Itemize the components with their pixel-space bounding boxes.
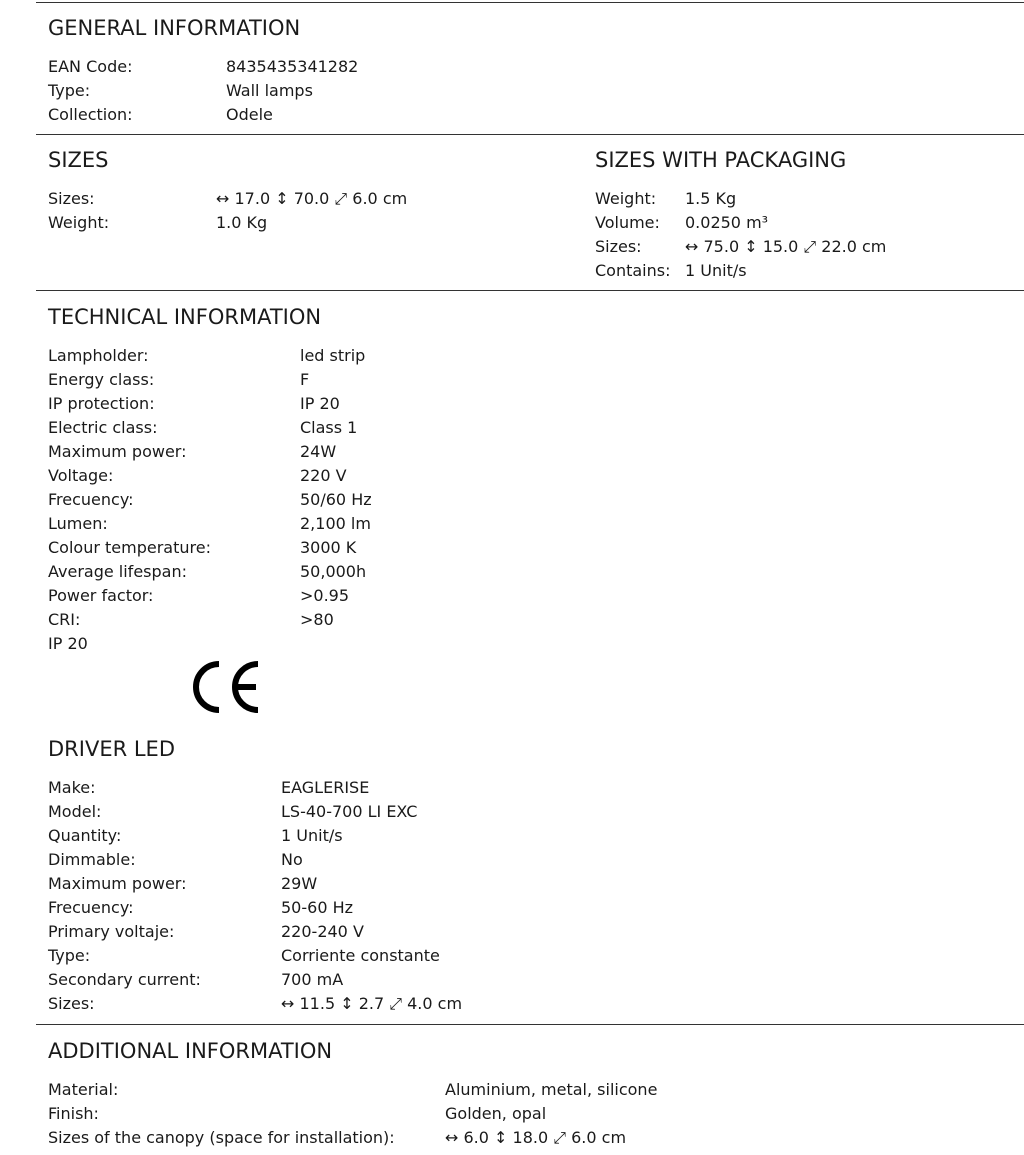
spec-row — [48, 584, 372, 608]
spec-row — [48, 392, 372, 416]
spec-value: 50/60 Hz — [300, 490, 372, 509]
spec-label: Maximum power: — [48, 874, 187, 893]
spec-label: Volume: — [595, 213, 660, 232]
spec-value: 50-60 Hz — [281, 898, 354, 917]
driver-led-section — [48, 736, 462, 1016]
spec-row — [48, 968, 462, 992]
spec-label: Type: — [48, 81, 91, 100]
spec-label: Energy class: — [48, 370, 155, 389]
spec-row — [48, 79, 358, 103]
ce-mark-icon — [192, 660, 262, 714]
spec-label: Maximum power: — [48, 442, 187, 461]
spec-label: Primary voltaje: — [48, 922, 175, 941]
spec-label: Frecuency: — [48, 490, 134, 509]
divider — [36, 1024, 1024, 1025]
spec-value: 3000 K — [300, 538, 357, 557]
spec-value: 8435435341282 — [226, 57, 359, 76]
spec-label: Electric class: — [48, 418, 158, 437]
spec-label: Lampholder: — [48, 346, 149, 365]
ip-note — [48, 632, 372, 656]
spec-label: IP protection: — [48, 394, 155, 413]
spec-row — [595, 235, 886, 259]
spec-row — [48, 824, 462, 848]
section-title: TECHNICAL INFORMATION — [48, 305, 322, 329]
spec-row — [48, 608, 372, 632]
spec-label: Model: — [48, 802, 102, 821]
spec-label: Type: — [48, 946, 91, 965]
spec-value: ↔ 17.0 ↕ 70.0 ⤢ 6.0 cm — [216, 189, 408, 208]
spec-label: Weight: — [48, 213, 110, 232]
spec-row — [48, 992, 462, 1016]
spec-label: Quantity: — [48, 826, 122, 845]
spec-label: Lumen: — [48, 514, 108, 533]
section-title: ADDITIONAL INFORMATION — [48, 1039, 333, 1063]
spec-label: Frecuency: — [48, 898, 134, 917]
spec-value: Class 1 — [300, 418, 358, 437]
spec-value: 1 Unit/s — [281, 826, 343, 845]
spec-value: ↔ 75.0 ↕ 15.0 ⤢ 22.0 cm — [685, 237, 887, 256]
spec-row — [48, 416, 372, 440]
spec-row — [48, 55, 358, 79]
spec-label: Sizes: — [48, 994, 95, 1013]
spec-row — [48, 560, 372, 584]
spec-value: Golden, opal — [445, 1104, 547, 1123]
divider — [36, 2, 1024, 3]
spec-row — [48, 512, 372, 536]
spec-value: 220-240 V — [281, 922, 364, 941]
spec-value: 1 Unit/s — [685, 261, 747, 280]
ip-note-text: IP 20 — [48, 634, 88, 653]
spec-row — [48, 187, 407, 211]
spec-row — [48, 896, 462, 920]
spec-value: Wall lamps — [226, 81, 313, 100]
spec-row — [48, 1102, 657, 1126]
spec-value: >80 — [300, 610, 334, 629]
spec-label: Make: — [48, 778, 96, 797]
spec-value: Aluminium, metal, silicone — [445, 1080, 658, 1099]
section-title: DRIVER LED — [48, 737, 175, 761]
spec-value: LS-40-700 LI EXC — [281, 802, 418, 821]
spec-value: Odele — [226, 105, 273, 124]
spec-row — [595, 211, 886, 235]
spec-value: 1.0 Kg — [216, 213, 268, 232]
spec-row — [48, 103, 358, 127]
spec-value: Corriente constante — [281, 946, 440, 965]
technical-information-section — [48, 304, 372, 656]
spec-value: ↔ 11.5 ↕ 2.7 ⤢ 4.0 cm — [281, 994, 463, 1013]
spec-row — [48, 1078, 657, 1102]
spec-value: EAGLERISE — [281, 778, 370, 797]
spec-label: Power factor: — [48, 586, 154, 605]
spec-label: EAN Code: — [48, 57, 133, 76]
spec-value: 2,100 lm — [300, 514, 371, 533]
spec-row — [48, 488, 372, 512]
spec-row — [48, 211, 407, 235]
spec-label: Secondary current: — [48, 970, 201, 989]
spec-row — [48, 872, 462, 896]
spec-value: 50,000h — [300, 562, 367, 581]
general-information-section — [48, 15, 358, 127]
spec-value: F — [300, 370, 310, 389]
additional-information-section — [48, 1038, 657, 1150]
spec-label: Dimmable: — [48, 850, 136, 869]
spec-value: No — [281, 850, 303, 869]
spec-label: Material: — [48, 1080, 119, 1099]
section-title: SIZES — [48, 148, 109, 172]
spec-value: 700 mA — [281, 970, 344, 989]
spec-label: Sizes of the canopy (space for installation): — [48, 1128, 395, 1147]
spec-row — [48, 776, 462, 800]
section-title: SIZES WITH PACKAGING — [595, 148, 847, 172]
spec-row — [595, 259, 886, 283]
spec-row — [48, 944, 462, 968]
spec-row — [48, 920, 462, 944]
spec-value: 0.0250 m³ — [685, 213, 769, 232]
spec-label: Sizes: — [595, 237, 642, 256]
spec-value: 1.5 Kg — [685, 189, 737, 208]
sizes-section — [48, 147, 407, 235]
spec-label: Weight: — [595, 189, 657, 208]
spec-row — [48, 464, 372, 488]
spec-row — [48, 1126, 657, 1150]
spec-value: 220 V — [300, 466, 347, 485]
spec-label: Finish: — [48, 1104, 99, 1123]
spec-label: Voltage: — [48, 466, 114, 485]
divider — [36, 134, 1024, 135]
spec-row — [48, 800, 462, 824]
spec-label: Sizes: — [48, 189, 95, 208]
spec-value: IP 20 — [300, 394, 340, 413]
spec-value: 29W — [281, 874, 318, 893]
spec-row — [48, 440, 372, 464]
spec-value: led strip — [300, 346, 366, 365]
spec-row — [595, 187, 886, 211]
section-title: GENERAL INFORMATION — [48, 16, 301, 40]
spec-row — [48, 536, 372, 560]
spec-value: 24W — [300, 442, 337, 461]
spec-label: CRI: — [48, 610, 81, 629]
spec-value: ↔ 6.0 ↕ 18.0 ⤢ 6.0 cm — [445, 1128, 627, 1147]
spec-value: >0.95 — [300, 586, 350, 605]
spec-row — [48, 368, 372, 392]
spec-row — [48, 344, 372, 368]
spec-label: Contains: — [595, 261, 671, 280]
packaging-sizes-section — [595, 147, 886, 283]
spec-label: Average lifespan: — [48, 562, 187, 581]
divider — [36, 290, 1024, 291]
spec-label: Collection: — [48, 105, 133, 124]
spec-row — [48, 848, 462, 872]
spec-label: Colour temperature: — [48, 538, 211, 557]
